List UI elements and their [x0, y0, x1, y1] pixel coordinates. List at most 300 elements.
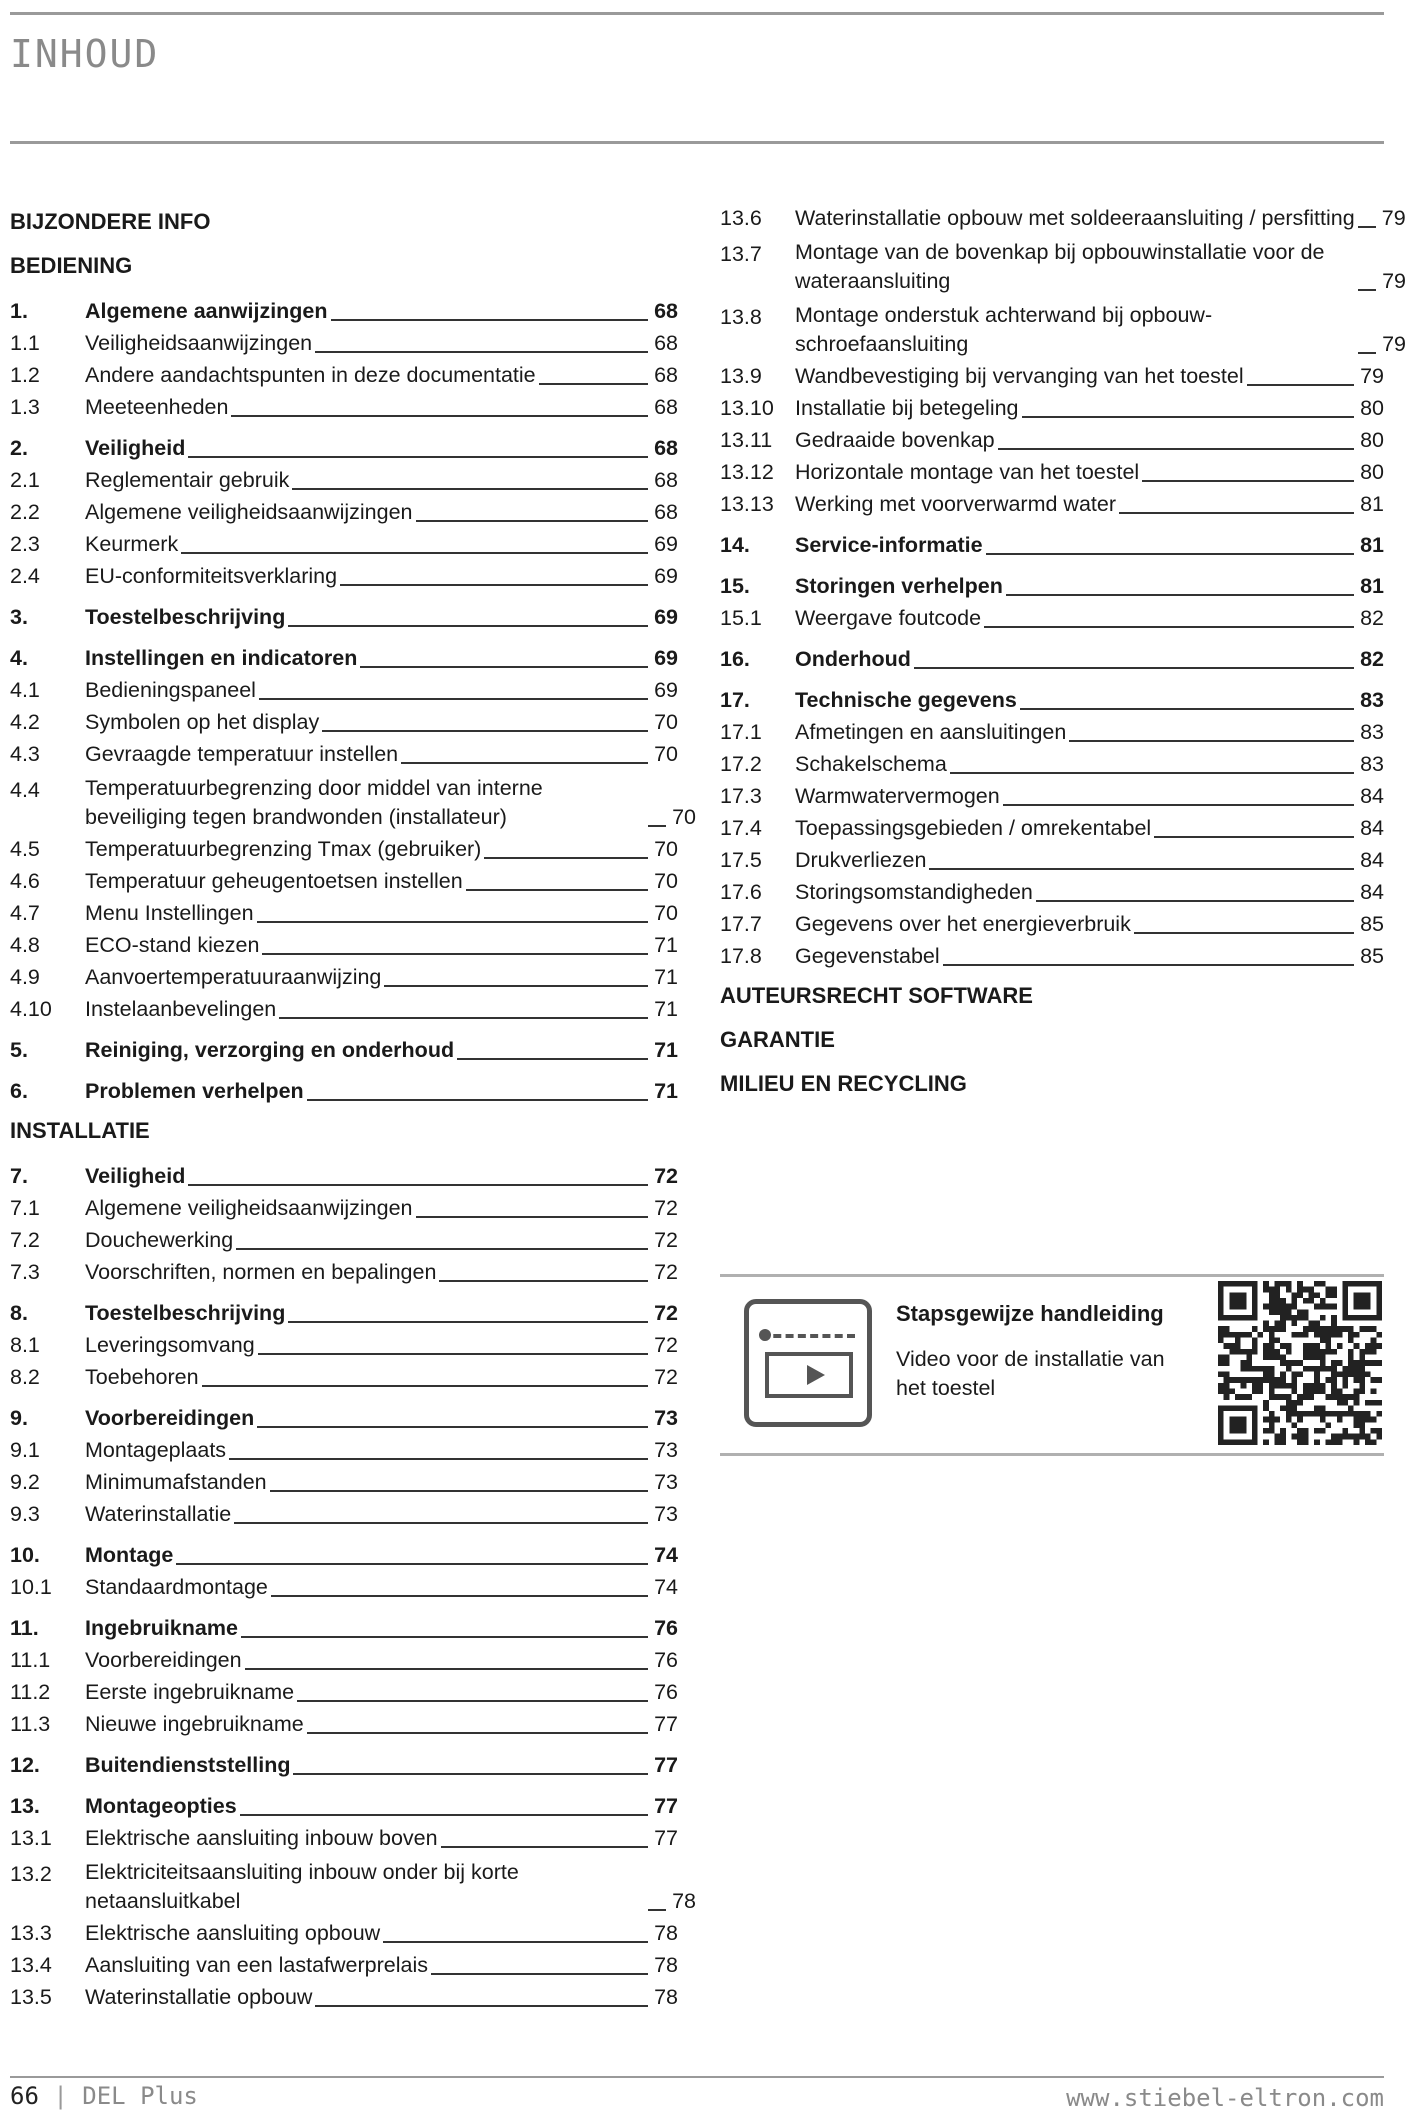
section-heading: BIJZONDERE INFO	[10, 209, 211, 234]
leader-line	[231, 415, 648, 417]
toc-page-number: 69	[654, 678, 678, 702]
toc-entry-title: Installatie bij betegeling	[795, 396, 1019, 420]
leader-line	[1006, 594, 1354, 596]
toc-entry[interactable]	[10, 1951, 678, 1983]
toc-page-number: 73	[654, 1406, 678, 1430]
toc-entry-title: Problemen verhelpen	[85, 1079, 304, 1103]
toc-entry-number: 15.1	[720, 606, 762, 630]
leader-line	[262, 953, 648, 955]
toc-page-number: 78	[672, 1889, 696, 1913]
leader-line	[648, 1909, 666, 1911]
toc-page-number: 71	[654, 997, 678, 1021]
toc-entry-number: 13.7	[720, 242, 762, 266]
toc-entry[interactable]	[10, 1194, 678, 1226]
toc-page-number: 78	[654, 1985, 678, 2009]
toc-page-number: 85	[1360, 944, 1384, 968]
toc-entry-number: 9.2	[10, 1470, 40, 1494]
toc-page-number: 77	[654, 1826, 678, 1850]
leader-line	[258, 1353, 648, 1355]
toc-chapter[interactable]	[720, 522, 1384, 563]
leader-line	[401, 762, 648, 764]
toc-entry-number: 13.8	[720, 305, 762, 329]
toc-chapter[interactable]	[10, 1742, 678, 1783]
toc-page-number: 71	[654, 965, 678, 989]
video-icon	[744, 1299, 872, 1427]
leader-line	[257, 1426, 648, 1428]
toc-chapter[interactable]	[10, 1068, 678, 1109]
leader-line	[322, 730, 648, 732]
toc-left-column	[10, 200, 696, 2015]
toc-entry[interactable]	[10, 1436, 678, 1468]
toc-entry-number: 2.3	[10, 532, 40, 556]
toc-entry-title: Weergave foutcode	[795, 606, 982, 630]
toc-entry[interactable]	[720, 236, 1406, 299]
toc-page-number: 69	[654, 532, 678, 556]
leader-line	[998, 448, 1354, 450]
toc-entry-number: 13.11	[720, 428, 773, 452]
toc-entry[interactable]	[10, 1363, 678, 1395]
toc-entry-title: Onderhoud	[795, 647, 911, 671]
toc-entry-title: Gedraaide bovenkap	[795, 428, 995, 452]
website-url[interactable]: www.stiebel-eltron.com	[1066, 2084, 1384, 2112]
toc-entry-number: 10.1	[10, 1575, 52, 1599]
toc-chapter[interactable]	[10, 288, 678, 329]
leader-line	[331, 319, 648, 321]
toc-entry-number: 2.	[10, 436, 28, 460]
toc-entry-number: 7.1	[10, 1196, 40, 1220]
leader-line	[1358, 352, 1376, 354]
toc-entry[interactable]	[10, 393, 678, 425]
toc-entry-title: Toestelbeschrijving	[85, 605, 286, 629]
toc-entry-title: Storingen verhelpen	[795, 574, 1003, 598]
toc-entry-number: 17.7	[720, 912, 762, 936]
toc-entry-number: 17.4	[720, 816, 762, 840]
leader-line	[1358, 226, 1376, 228]
toc-page-number: 70	[672, 805, 696, 829]
toc-entry[interactable]	[10, 995, 678, 1027]
toc-entry[interactable]	[720, 426, 1384, 458]
leader-line	[466, 889, 648, 891]
leader-line	[1247, 384, 1354, 386]
leader-line	[383, 1941, 648, 1943]
toc-chapter[interactable]	[10, 1290, 678, 1331]
toc-entry-number: 13.9	[720, 364, 762, 388]
leader-line	[431, 1973, 648, 1975]
leader-line	[1134, 932, 1354, 934]
toc-entry[interactable]	[10, 708, 678, 740]
leader-line	[1036, 900, 1354, 902]
leader-line	[950, 772, 1354, 774]
toc-chapter[interactable]	[10, 1532, 678, 1573]
leader-line	[234, 1522, 648, 1524]
toc-entry-number: 8.1	[10, 1333, 40, 1357]
toc-page-number: 83	[1360, 752, 1384, 776]
toc-entry-number: 1.2	[10, 363, 40, 387]
toc-entry-number: 1.	[10, 299, 28, 323]
toc-page-number: 68	[654, 299, 678, 323]
toc-entry[interactable]	[720, 299, 1406, 362]
leader-line	[315, 351, 648, 353]
toc-page-number: 72	[654, 1228, 678, 1252]
toc-entry[interactable]	[720, 490, 1384, 522]
leader-line	[1119, 512, 1354, 514]
toc-entry[interactable]	[10, 1258, 678, 1290]
toc-entry-number: 6.	[10, 1079, 28, 1103]
toc-page-number: 82	[1360, 647, 1384, 671]
toc-entry-number: 13.12	[720, 460, 774, 484]
toc-entry-number: 14.	[720, 533, 750, 557]
toc-entry-number: 13.1	[10, 1826, 52, 1850]
section-heading: INSTALLATIE	[10, 1118, 150, 1143]
toc-entry[interactable]	[10, 498, 678, 530]
toc-entry-title: ECO-stand kiezen	[85, 933, 260, 957]
footer-separator: |	[53, 2082, 68, 2110]
toc-page-number: 77	[654, 1753, 678, 1777]
toc-entry[interactable]	[10, 963, 678, 995]
leader-line	[1154, 836, 1354, 838]
toc-entry[interactable]	[10, 676, 678, 708]
toc-entry-title: Afmetingen en aansluitingen	[795, 720, 1067, 744]
toc-entry[interactable]	[10, 1573, 678, 1605]
toc-entry-number: 8.2	[10, 1365, 40, 1389]
leader-line	[292, 488, 648, 490]
leader-line	[259, 698, 648, 700]
toc-entry-title: Menu Instellingen	[85, 901, 254, 925]
leader-line	[457, 1058, 648, 1060]
toc-entry-number: 4.3	[10, 742, 40, 766]
top-rule	[10, 12, 1384, 15]
toc-entry-title: Temperatuurbegrenzing Tmax (gebruiker)	[85, 837, 482, 861]
toc-entry-title: Warmwatervermogen	[795, 784, 1000, 808]
toc-entry-number: 7.2	[10, 1228, 40, 1252]
toc-entry-title: Instelaanbevelingen	[85, 997, 277, 1021]
toc-entry-title: Aanvoertemperatuuraanwijzing	[85, 965, 382, 989]
toc-chapter[interactable]	[10, 1605, 678, 1646]
toc-entry-number: 17.1	[720, 720, 762, 744]
leader-line	[307, 1732, 648, 1734]
toc-entry-number: 13.3	[10, 1921, 52, 1945]
toc-entry-number: 4.2	[10, 710, 40, 734]
toc-page-number: 70	[654, 869, 678, 893]
toc-entry[interactable]	[10, 1856, 696, 1919]
footer-left	[10, 2082, 198, 2110]
toc-entry[interactable]	[10, 1983, 678, 2015]
toc-chapter[interactable]	[10, 635, 678, 676]
toc-chapter[interactable]	[10, 1153, 678, 1194]
toc-page-number: 68	[654, 500, 678, 524]
toc-entry[interactable]	[720, 362, 1384, 394]
toc-entry-number: 17.	[720, 688, 750, 712]
toc-page-number: 82	[1360, 606, 1384, 630]
toc-entry-number: 4.5	[10, 837, 40, 861]
toc-page-number: 76	[654, 1616, 678, 1640]
leader-line	[929, 868, 1354, 870]
toc-entry[interactable]	[10, 1678, 678, 1710]
toc-entry-title: Werking met voorverwarmd water	[795, 492, 1116, 516]
toc-entry-number: 4.6	[10, 869, 40, 893]
toc-entry[interactable]	[720, 846, 1384, 878]
toc-entry[interactable]	[720, 942, 1384, 974]
toc-entry[interactable]	[10, 740, 678, 772]
toc-entry[interactable]	[10, 835, 678, 867]
video-hint-text: Video voor de installatie van het toestel	[896, 1347, 1165, 1400]
toc-entry-title: Eerste ingebruikname	[85, 1680, 295, 1704]
toc-chapter[interactable]	[720, 636, 1384, 677]
toc-page-number: 83	[1360, 688, 1384, 712]
toc-chapter[interactable]	[10, 594, 678, 635]
toc-page-number: 84	[1360, 784, 1384, 808]
toc-entry[interactable]	[720, 910, 1384, 942]
toc-chapter[interactable]	[10, 1395, 678, 1436]
qr-code[interactable]	[1218, 1281, 1382, 1445]
toc-entry-title: Storingsomstandigheden	[795, 880, 1033, 904]
toc-page-number: 77	[654, 1712, 678, 1736]
toc-entry-title: Reiniging, verzorging en onderhoud	[85, 1038, 455, 1062]
toc-entry[interactable]	[10, 1824, 678, 1856]
toc-page-number: 70	[654, 710, 678, 734]
toc-entry-number: 17.6	[720, 880, 762, 904]
toc-entry[interactable]	[720, 458, 1384, 490]
leader-line	[1003, 804, 1354, 806]
video-hint-box	[720, 1274, 1384, 1456]
leader-line	[943, 964, 1354, 966]
toc-entry[interactable]	[720, 814, 1384, 846]
toc-entry-number: 4.1	[10, 678, 40, 702]
toc-entry-title: Montageopties	[85, 1794, 237, 1818]
toc-entry[interactable]	[720, 782, 1384, 814]
toc-page-number: 69	[654, 646, 678, 670]
toc-entry-title: Aansluiting van een lastafwerprelais	[85, 1953, 429, 1977]
toc-entry-number: 13.10	[720, 396, 774, 420]
leader-line	[441, 1846, 648, 1848]
toc-chapter[interactable]	[10, 1783, 678, 1824]
leader-line	[1142, 480, 1354, 482]
toc-page-number: 76	[654, 1648, 678, 1672]
toc-entry-number: 13.	[10, 1794, 40, 1818]
toc-entry-title: Schakelschema	[795, 752, 947, 776]
toc-page-number: 72	[654, 1164, 678, 1188]
leader-line	[416, 520, 649, 522]
leader-line	[1358, 289, 1376, 291]
leader-line	[986, 553, 1354, 555]
toc-entry-title: Horizontale montage van het toestel	[795, 460, 1140, 484]
toc-entry-title: Montage onderstuk achterwand bij opbouw-schroefaansluiting	[795, 303, 1213, 356]
toc-entry-number: 9.1	[10, 1438, 40, 1462]
leader-line	[416, 1216, 649, 1218]
toc-entry-number: 13.2	[10, 1862, 52, 1886]
toc-entry-title: Montage	[85, 1543, 174, 1567]
toc-entry-title: Algemene veiligheidsaanwijzingen	[85, 1196, 413, 1220]
leader-line	[439, 1280, 648, 1282]
toc-entry[interactable]	[10, 530, 678, 562]
toc-entry-number: 11.2	[10, 1680, 51, 1704]
toc-entry-title: Meeteenheden	[85, 395, 229, 419]
toc-page-number: 85	[1360, 912, 1384, 936]
toc-page-number: 69	[654, 605, 678, 629]
page-number: 66	[10, 2082, 39, 2110]
toc-page-number: 72	[654, 1365, 678, 1389]
toc-entry[interactable]	[10, 1646, 678, 1678]
toc-page-number: 72	[654, 1301, 678, 1325]
toc-entry-number: 1.1	[10, 331, 40, 355]
toc-page-number: 72	[654, 1196, 678, 1220]
toc-entry-number: 9.	[10, 1406, 28, 1430]
leader-line	[1022, 416, 1354, 418]
toc-entry[interactable]	[10, 329, 678, 361]
toc-page-number: 76	[654, 1680, 678, 1704]
toc-entry-title: Gegevens over het energieverbruik	[795, 912, 1131, 936]
toc-entry[interactable]	[10, 466, 678, 498]
toc-entry[interactable]	[720, 394, 1384, 426]
toc-entry-number: 17.2	[720, 752, 762, 776]
toc-page-number: 68	[654, 363, 678, 387]
leader-line	[279, 1017, 648, 1019]
toc-entry-title: Service-informatie	[795, 533, 983, 557]
toc-entry-number: 4.10	[10, 997, 52, 1021]
toc-page-number: 71	[654, 1079, 678, 1103]
leader-line	[340, 584, 648, 586]
section-heading: GARANTIE	[720, 1027, 835, 1052]
toc-entry[interactable]	[720, 200, 1406, 236]
toc-entry-title: Toepassingsgebieden / omrekentabel	[795, 816, 1152, 840]
leader-line	[257, 921, 648, 923]
toc-page-number: 84	[1360, 816, 1384, 840]
toc-entry-number: 1.3	[10, 395, 40, 419]
leader-line	[984, 626, 1354, 628]
video-hint-title: Stapsgewijze handleiding	[896, 1301, 1164, 1326]
toc-chapter[interactable]	[720, 563, 1384, 604]
toc-page-number: 73	[654, 1470, 678, 1494]
toc-entry[interactable]	[720, 718, 1384, 750]
toc-entry-number: 2.4	[10, 564, 40, 588]
toc-entry-title: Elektrische aansluiting opbouw	[85, 1921, 381, 1945]
toc-entry[interactable]	[10, 1226, 678, 1258]
toc-page-number: 84	[1360, 848, 1384, 872]
toc-entry-title: Drukverliezen	[795, 848, 927, 872]
toc-entry-title: Waterinstallatie opbouw	[85, 1985, 313, 2009]
leader-line	[288, 1321, 648, 1323]
toc-page-number: 72	[654, 1260, 678, 1284]
toc-entry-title: Douchewerking	[85, 1228, 234, 1252]
toc-entry[interactable]	[10, 1919, 678, 1951]
toc-entry-number: 17.8	[720, 944, 762, 968]
leader-line	[245, 1668, 648, 1670]
toc-page-number: 71	[654, 1038, 678, 1062]
page-title: INHOUD	[10, 32, 160, 76]
toc-page-number: 74	[654, 1543, 678, 1567]
toc-page-number: 74	[654, 1575, 678, 1599]
toc-page-number: 79	[1381, 206, 1406, 230]
toc-entry-title: Bedieningspaneel	[85, 678, 256, 702]
toc-entry-number: 8.	[10, 1301, 28, 1325]
toc-page-number: 73	[654, 1438, 678, 1462]
toc-entry-number: 7.	[10, 1164, 28, 1188]
toc-entry-title: Toebehoren	[85, 1365, 199, 1389]
toc-page-number: 71	[654, 933, 678, 957]
leader-line	[648, 825, 666, 827]
toc-entry[interactable]	[10, 931, 678, 963]
toc-entry-title: Gevraagde temperatuur instellen	[85, 742, 399, 766]
toc-entry[interactable]	[10, 899, 678, 931]
toc-entry-number: 4.8	[10, 933, 40, 957]
toc-entry-title: Waterinstallatie	[85, 1502, 232, 1526]
toc-page-number: 79	[1360, 364, 1384, 388]
leader-line	[176, 1563, 648, 1565]
toc-entry[interactable]	[10, 772, 696, 835]
toc-entry-number: 9.3	[10, 1502, 40, 1526]
toc-entry[interactable]	[10, 1331, 678, 1363]
leader-line	[315, 2005, 648, 2007]
toc-entry-title: Leveringsomvang	[85, 1333, 255, 1357]
toc-entry[interactable]	[720, 750, 1384, 782]
toc-entry[interactable]	[720, 604, 1384, 636]
toc-page-number: 70	[654, 742, 678, 766]
toc-chapter[interactable]	[10, 425, 678, 466]
toc-entry-number: 4.4	[10, 778, 40, 802]
toc-entry[interactable]	[10, 361, 678, 393]
toc-entry-title: Elektriciteitsaansluiting inbouw onder bij korte netaansluitkabel	[85, 1860, 519, 1913]
toc-entry[interactable]	[10, 1710, 678, 1742]
footer-rule	[10, 2076, 1384, 2078]
toc-entry-title: Nieuwe ingebruikname	[85, 1712, 304, 1736]
toc-entry-number: 11.	[10, 1616, 39, 1640]
leader-line	[229, 1458, 648, 1460]
toc-entry-number: 12.	[10, 1753, 40, 1777]
leader-line	[188, 456, 648, 458]
leader-line	[1020, 708, 1354, 710]
toc-entry[interactable]	[10, 867, 678, 899]
toc-page-number: 84	[1360, 880, 1384, 904]
toc-entry-title: Algemene aanwijzingen	[85, 299, 328, 323]
toc-entry-title: Minimumafstanden	[85, 1470, 267, 1494]
toc-page-number: 81	[1360, 533, 1384, 557]
toc-chapter[interactable]	[720, 677, 1384, 718]
toc-entry-title: Buitendienststelling	[85, 1753, 291, 1777]
document-name: DEL Plus	[82, 2082, 198, 2110]
toc-page-number: 78	[654, 1953, 678, 1977]
toc-entry-title: Gegevenstabel	[795, 944, 940, 968]
leader-line	[202, 1385, 648, 1387]
leader-line	[270, 1490, 648, 1492]
toc-entry-number: 11.3	[10, 1712, 51, 1736]
section-heading: BEDIENING	[10, 253, 133, 278]
toc-entry-number: 16.	[720, 647, 750, 671]
title-rule	[10, 141, 1384, 144]
toc-entry-title: Waterinstallatie opbouw met soldeeraansluiting / persfitting	[795, 206, 1355, 230]
toc-entry-title: Technische gegevens	[795, 688, 1017, 712]
leader-line	[241, 1636, 648, 1638]
toc-entry[interactable]	[10, 562, 678, 594]
toc-entry[interactable]	[720, 878, 1384, 910]
toc-entry-number: 13.13	[720, 492, 774, 516]
toc-entry-number: 2.2	[10, 500, 40, 524]
toc-entry-title: Wandbevestiging bij vervanging van het toestel	[795, 364, 1244, 388]
leader-line	[188, 1184, 648, 1186]
leader-line	[271, 1595, 648, 1597]
toc-page-number: 78	[654, 1921, 678, 1945]
toc-entry-number: 17.5	[720, 848, 762, 872]
leader-line	[539, 383, 648, 385]
leader-line	[360, 666, 648, 668]
toc-entry[interactable]	[10, 1500, 678, 1532]
toc-chapter[interactable]	[10, 1027, 678, 1068]
toc-page-number: 79	[1382, 269, 1406, 293]
toc-entry-number: 5.	[10, 1038, 28, 1062]
toc-entry-title: EU-conformiteitsverklaring	[85, 564, 338, 588]
toc-entry-number: 13.6	[720, 206, 762, 230]
toc-entry-number: 2.1	[10, 468, 40, 492]
toc-entry[interactable]	[10, 1468, 678, 1500]
